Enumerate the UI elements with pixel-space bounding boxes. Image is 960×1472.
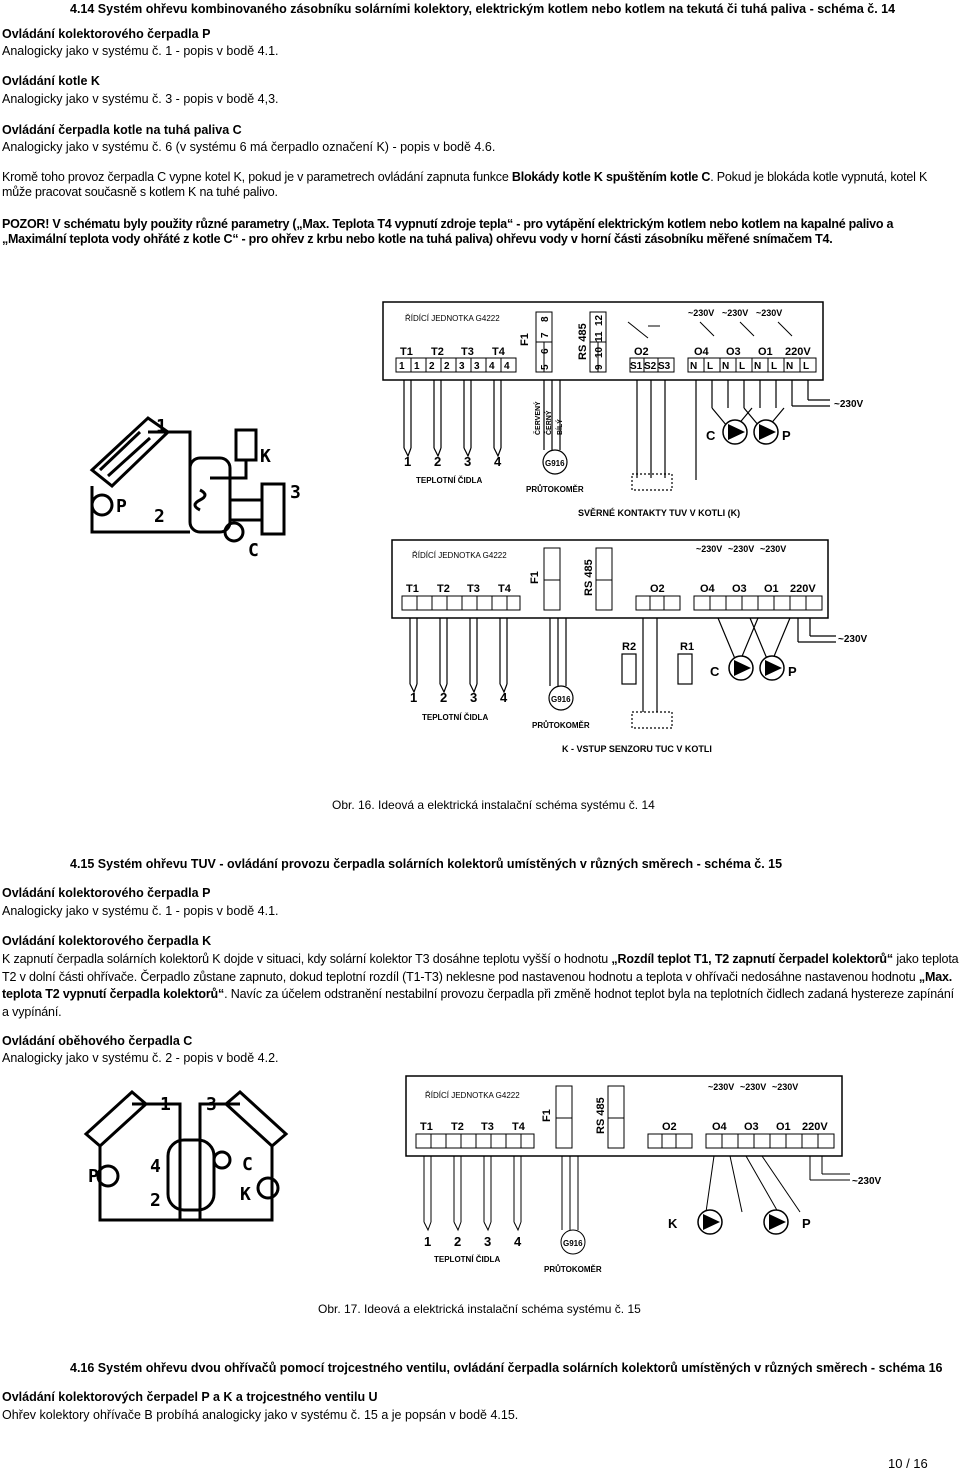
svg-text:8: 8	[540, 316, 551, 322]
svg-text:ČERNÝ: ČERNÝ	[546, 410, 553, 435]
svg-text:C: C	[248, 540, 259, 561]
svg-text:O1: O1	[776, 1121, 791, 1133]
svg-text:P: P	[782, 428, 791, 443]
svg-text:G916: G916	[563, 1239, 583, 1248]
svg-text:O1: O1	[758, 346, 773, 358]
svg-text:5: 5	[540, 364, 551, 370]
svg-text:~230V: ~230V	[740, 1082, 767, 1092]
svg-text:S2: S2	[644, 361, 657, 372]
svg-text:F1: F1	[541, 1109, 553, 1122]
svg-text:~230V: ~230V	[772, 1082, 799, 1092]
svg-text:2: 2	[434, 454, 442, 469]
svg-text:2: 2	[429, 361, 435, 372]
svg-text:~230V: ~230V	[722, 308, 749, 318]
svg-text:C: C	[706, 428, 716, 443]
pump-symbols-top	[723, 420, 778, 444]
svg-text:F1: F1	[529, 571, 541, 584]
paragraph: Analogicky jako v systému č. 3 - popis v bodě 4,3.	[2, 92, 279, 106]
svg-text:S1: S1	[630, 361, 643, 372]
svg-text:C: C	[710, 664, 720, 679]
svg-text:4: 4	[500, 690, 508, 705]
svg-text:~230V: ~230V	[728, 544, 755, 554]
svg-text:10: 10	[594, 346, 605, 358]
svg-text:O2: O2	[662, 1121, 677, 1133]
svg-text:L: L	[739, 361, 746, 372]
svg-text:K - VSTUP SENZORU TUC V KOTLI: K - VSTUP SENZORU TUC V KOTLI	[562, 744, 712, 754]
svg-text:11: 11	[594, 331, 605, 342]
svg-text:1: 1	[414, 361, 420, 372]
svg-text:4: 4	[504, 361, 510, 372]
paragraph: Ohřev kolektory ohřívače B probíhá analogicky jako v systému č. 15 a je popsán v bodě 4.15.	[2, 1408, 519, 1422]
figure-caption-17: Obr. 17. Ideová a elektrická instalační schéma systému č. 15	[318, 1302, 641, 1316]
svg-text:1: 1	[404, 454, 412, 469]
hydraulic-sketch-14	[92, 418, 284, 541]
svg-text:TEPLOTNÍ ČIDLA: TEPLOTNÍ ČIDLA	[434, 1255, 501, 1264]
svg-text:ČERVENÝ: ČERVENÝ	[535, 401, 542, 435]
svg-text:3: 3	[459, 361, 465, 372]
svg-text:TEPLOTNÍ ČIDLA: TEPLOTNÍ ČIDLA	[416, 476, 483, 485]
subheading-circulation-pump: Ovládání oběhového čerpadla C	[2, 1034, 193, 1048]
svg-text:TEPLOTNÍ ČIDLA: TEPLOTNÍ ČIDLA	[422, 713, 489, 722]
svg-text:7: 7	[540, 332, 551, 338]
svg-text:220V: 220V	[785, 346, 811, 358]
svg-text:O3: O3	[744, 1121, 759, 1133]
svg-text:220V: 220V	[802, 1121, 828, 1133]
paragraph: Analogicky jako v systému č. 6 (v systému 6 má čerpadlo označení K) - popis v bodě 4.6.	[2, 140, 496, 154]
svg-text:L: L	[803, 361, 810, 372]
svg-text:F1: F1	[519, 333, 531, 346]
svg-text:6: 6	[540, 348, 551, 354]
svg-text:~230V: ~230V	[696, 544, 723, 554]
svg-text:O1: O1	[764, 583, 779, 595]
svg-text:2: 2	[154, 506, 165, 527]
svg-text:P: P	[116, 496, 127, 517]
svg-text:1: 1	[160, 1094, 171, 1115]
svg-text:PRŮTOKOMĚR: PRŮTOKOMĚR	[544, 1265, 602, 1274]
figure-caption-16: Obr. 16. Ideová a elektrická instalační schéma systému č. 14	[332, 798, 655, 812]
svg-text:~230V: ~230V	[688, 308, 715, 318]
svg-text:9: 9	[594, 364, 605, 370]
svg-text:SVĚRNÉ KONTAKTY TUV V KOTLI (K: SVĚRNÉ KONTAKTY TUV V KOTLI (K)	[578, 508, 741, 518]
svg-text:2: 2	[444, 361, 450, 372]
svg-text:G916: G916	[551, 695, 571, 704]
svg-text:T1: T1	[406, 583, 419, 595]
svg-text:2: 2	[150, 1190, 161, 1211]
svg-text:220V: 220V	[790, 583, 816, 595]
svg-text:O4: O4	[712, 1121, 727, 1133]
svg-text:K: K	[260, 446, 271, 467]
svg-text:T4: T4	[498, 583, 511, 595]
svg-text:T1: T1	[400, 346, 413, 358]
svg-text:ŘÍDÍCÍ JEDNOTKA G4222: ŘÍDÍCÍ JEDNOTKA G4222	[412, 551, 507, 560]
svg-text:L: L	[771, 361, 778, 372]
svg-text:~230V: ~230V	[708, 1082, 735, 1092]
section-heading-4-15: 4.15 Systém ohřevu TUV - ovládání provozu čerpadla solárních kolektorů umístěných v různých směrech - schéma č. 15	[70, 857, 783, 871]
svg-text:2: 2	[440, 690, 448, 705]
svg-text:~230V: ~230V	[760, 544, 787, 554]
svg-text:T2: T2	[437, 583, 450, 595]
svg-text:T3: T3	[481, 1121, 494, 1133]
paragraph: Analogicky jako v systému č. 1 - popis v bodě 4.1.	[2, 44, 279, 58]
svg-text:RS 485: RS 485	[577, 323, 589, 360]
subheading-collector-pump-p: Ovládání kolektorového čerpadla P	[2, 886, 211, 900]
svg-text:O4: O4	[694, 346, 709, 358]
svg-text:3: 3	[464, 454, 472, 469]
svg-text:O2: O2	[650, 583, 665, 595]
svg-text:T3: T3	[461, 346, 474, 358]
svg-text:O2: O2	[634, 346, 649, 358]
subheading-collector-pump-k: Ovládání kolektorového čerpadla K	[2, 934, 212, 948]
svg-text:RS 485: RS 485	[583, 559, 595, 596]
section-heading-4-16: 4.16 Systém ohřevu dvou ohřívačů pomocí trojcestného ventilu, ovládání čerpadla solárních kolektorů umístěných v různých směrech - schéma 16	[70, 1361, 943, 1375]
paragraph-blocking: Kromě toho provoz čerpadla C vypne kotel K, pokud je v parametrech ovládání zapnuta funkce Blokády kotle K spuštěním kotle C. Pokud je blokáda kotle vypnutá, kotel K může pracovat současně s kotlem K na tuhé palivo.	[2, 170, 928, 199]
svg-text:R2: R2	[622, 641, 637, 653]
svg-text:~230V: ~230V	[756, 308, 783, 318]
svg-text:T3: T3	[467, 583, 480, 595]
svg-text:4: 4	[514, 1234, 522, 1249]
svg-text:1: 1	[424, 1234, 432, 1249]
svg-text:ŘÍDÍCÍ JEDNOTKA G4222: ŘÍDÍCÍ JEDNOTKA G4222	[425, 1091, 520, 1100]
svg-text:4: 4	[150, 1156, 161, 1177]
svg-text:T4: T4	[512, 1121, 525, 1133]
svg-text:T2: T2	[431, 346, 444, 358]
svg-text:T4: T4	[492, 346, 505, 358]
svg-text:4: 4	[494, 454, 502, 469]
svg-text:1: 1	[399, 361, 405, 372]
svg-text:T1: T1	[420, 1121, 433, 1133]
svg-text:S3: S3	[658, 361, 671, 372]
svg-text:T2: T2	[451, 1121, 464, 1133]
paragraph: Analogicky jako v systému č. 2 - popis v bodě 4.2.	[2, 1051, 279, 1065]
svg-text:~230V: ~230V	[852, 1176, 882, 1187]
svg-text:P: P	[788, 664, 797, 679]
svg-text:BÍLÝ: BÍLÝ	[557, 419, 564, 435]
svg-text:3: 3	[470, 690, 478, 705]
svg-text:R1: R1	[680, 641, 695, 653]
svg-text:PRŮTOKOMĚR: PRŮTOKOMĚR	[532, 721, 590, 730]
svg-text:PRŮTOKOMĚR: PRŮTOKOMĚR	[526, 485, 584, 494]
svg-text:12: 12	[594, 314, 605, 326]
svg-text:C: C	[242, 1154, 253, 1175]
svg-text:O3: O3	[732, 583, 747, 595]
svg-text:K: K	[240, 1184, 251, 1205]
subheading-boiler: Ovládání kotle K	[2, 74, 100, 88]
svg-text:~230V: ~230V	[838, 634, 868, 645]
svg-text:N: N	[754, 361, 762, 372]
svg-text:3: 3	[206, 1094, 217, 1115]
subheading-solid-fuel-pump: Ovládání čerpadla kotle na tuhá paliva C	[2, 123, 242, 137]
unit-label: ŘÍDÍCÍ JEDNOTKA G4222	[405, 314, 500, 323]
subheading-collector-pump: Ovládání kolektorového čerpadla P	[2, 27, 211, 41]
svg-text:K: K	[668, 1216, 678, 1231]
hydraulic-sketch-15	[86, 1092, 286, 1220]
svg-text:3: 3	[474, 361, 480, 372]
subheading-valve: Ovládání kolektorových čerpadel P a K a trojcestného ventilu U	[2, 1390, 378, 1404]
hydraulic-labels-14	[116, 416, 301, 561]
svg-text:1: 1	[156, 416, 167, 437]
svg-text:1: 1	[410, 690, 418, 705]
svg-text:P: P	[88, 1166, 99, 1187]
svg-text:P: P	[802, 1216, 811, 1231]
svg-text:L: L	[707, 361, 714, 372]
svg-text:4: 4	[489, 361, 495, 372]
svg-text:G916: G916	[545, 459, 565, 468]
svg-text:3: 3	[290, 482, 301, 503]
warning-paragraph: POZOR! V schématu byly použity různé parametry („Max. Teplota T4 vypnutí zdroje tepla“ - pro vytápění elektrickým kotlem nebo kotlem na kapalné palivo a „Maximální teplota vody ohřáté z kotle C“ - pro ohřev z krbu nebo kotle na tuhá paliva) ohřevu vody v horní části zásobníku měřené snímačem T4.	[2, 217, 894, 246]
svg-text:O4: O4	[700, 583, 715, 595]
svg-text:N: N	[722, 361, 730, 372]
section-heading-4-14: 4.14 Systém ohřevu kombinovaného zásobníku solárními kolektory, elektrickým kotlem nebo kotlem na tekutá či tuhá paliva - schéma č. 14	[70, 2, 896, 16]
svg-text:N: N	[786, 361, 794, 372]
svg-text:3: 3	[484, 1234, 492, 1249]
paragraph: Analogicky jako v systému č. 1 - popis v bodě 4.1.	[2, 904, 279, 918]
svg-text:N: N	[690, 361, 698, 372]
svg-text:RS 485: RS 485	[595, 1097, 607, 1134]
paragraph-pump-k: K zapnutí čerpadla solárních kolektorů K dojde v situaci, kdy solární kolektor T3 dosáhne teplotu vyšší o hodnotu „Rozdíl teplot T1, T2 zapnutí čerpadel kolektorů“ jako teplota T2 v dolní části ohřívače. Čerpadlo zůstane zapnuto, dokud teplotní rozdíl (T1-T3) neklesne pod nastavenou hodnotu a teplota v ohřívači nedosáhne nastavenou hodnotu „Max. teplota T2 vypnutí čerpadla kolektorů“. Navíc za účelem odstranění nestabilní provozu čerpadla při změně hodnot teplot byla na teplotních čidlech zadaná hystereze zapínání a vypínání.	[2, 952, 959, 1019]
svg-text:O3: O3	[726, 346, 741, 358]
page-number: 10 / 16	[888, 1456, 928, 1471]
svg-text:2: 2	[454, 1234, 462, 1249]
svg-text:~230V: ~230V	[834, 399, 864, 410]
